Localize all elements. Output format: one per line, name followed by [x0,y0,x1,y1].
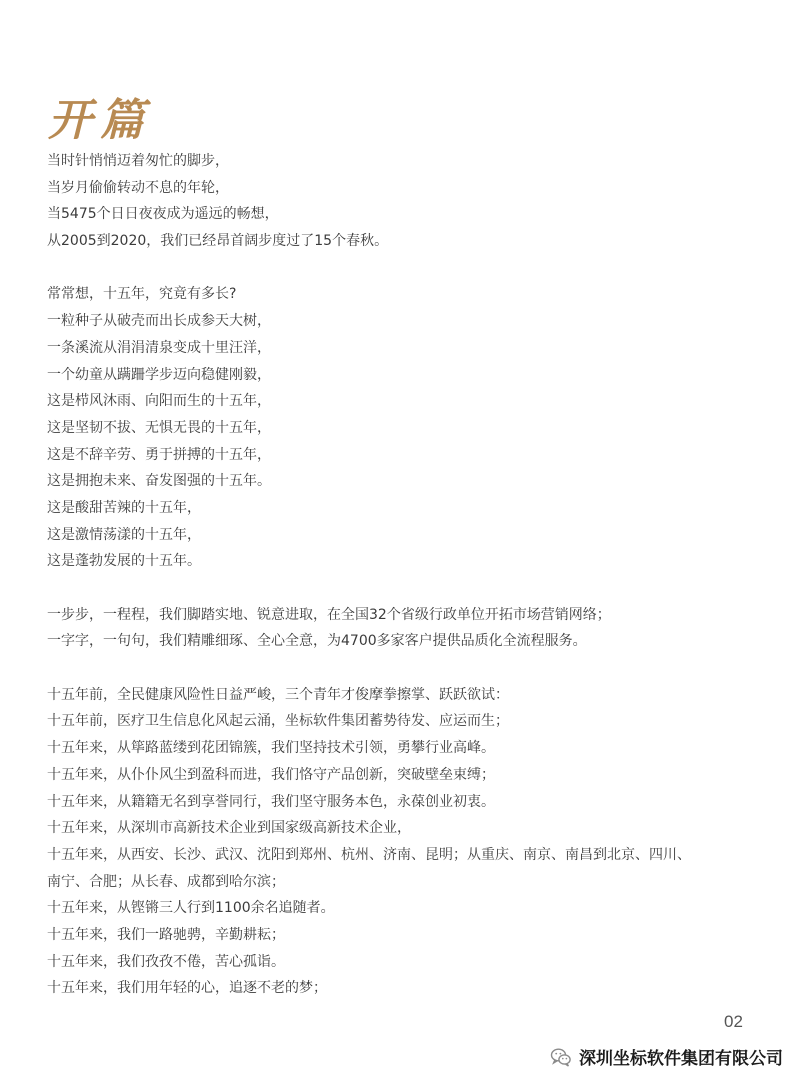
poem-line: 当岁月偷偷转动不息的年轮， [47,179,229,196]
poem-line: 十五年来，从西安、长沙、武汉、沈阳到郑州、杭州、济南、昆明；从重庆、南京、南昌到北京、四川、 [47,846,691,863]
poem-line: 十五年前，医疗卫生信息化风起云涌，坐标软件集团蓄势待发、应运而生； [47,713,509,730]
poem-line: 这是拥抱未来、奋发图强的十五年。 [47,473,271,490]
poem-line: 十五年来，从深圳市高新技术企业到国家级高新技术企业， [47,820,411,837]
poem-line: 一粒种子从破壳而出长成参天大树， [47,313,271,330]
poem-body [47,148,767,1002]
poem-line: 这是坚韧不拔、无惧无畏的十五年， [47,419,271,436]
page-number: 02 [724,1012,743,1031]
poem-line: 这是不辞辛劳、勇于拼搏的十五年， [47,446,271,463]
stanza-gap [47,655,767,682]
poem-line: 这是酸甜苦辣的十五年， [47,499,201,516]
poem-line: 十五年前，全民健康风险性日益严峻，三个青年才俊摩拳擦掌、跃跃欲试： [47,686,509,703]
poem-line: 这是激情荡漾的十五年， [47,526,201,543]
poem-line: 这是栉风沐雨、向阳而生的十五年， [47,393,271,410]
poem-line: 当5475个日日夜夜成为遥远的畅想， [47,206,279,223]
poem-line: 十五年来，从籍籍无名到享誉同行，我们坚守服务本色，永葆创业初衷。 [47,793,495,810]
wechat-icon [549,1045,573,1069]
poem-line: 当时针悄悄迈着匆忙的脚步， [47,153,229,169]
poem-line: 十五年来，从铿锵三人行到1100余名追随者。 [47,900,335,917]
poem-line: 一字字，一句句，我们精雕细琢、全心全意，为4700多家客户提供品质化全流程服务。 [47,633,587,650]
stanza-gap [47,255,767,282]
poem-line: 常常想，十五年，究竟有多长? [47,286,237,303]
poem-line: 十五年来，我们孜孜不倦，苦心孤诣。 [47,953,285,970]
poem-line: 一步步，一程程，我们脚踏实地、锐意进取，在全国32个省级行政单位开拓市场营销网络； [47,606,611,623]
poem-line: 这是蓬勃发展的十五年。 [47,553,201,570]
poem-line: 一个幼童从蹒跚学步迈向稳健刚毅， [47,366,271,383]
organization-name: 深圳坐标软件集团有限公司 [579,1049,783,1069]
page-title: 开篇 [48,95,152,146]
stanza-gap [47,575,767,602]
poem-line: 南宁、合肥；从长春、成都到哈尔滨； [47,873,285,890]
poem-line: 十五年来，我们一路驰骋，辛勤耕耘； [47,926,285,943]
poem-line: 从2005到2020，我们已经昂首阔步度过了15个春秋。 [47,233,389,250]
poem-line: 十五年来，从筚路蓝缕到花团锦簇，我们坚持技术引领，勇攀行业高峰。 [47,740,495,757]
poem-line: 一条溪流从涓涓清泉变成十里汪洋， [47,339,271,356]
poem-line: 十五年来，从仆仆风尘到盈科而进，我们恪守产品创新，突破壁垒束缚； [47,766,495,783]
poem-line: 十五年来，我们用年轻的心，追逐不老的梦； [47,980,327,997]
footer-watermark [549,1044,783,1069]
